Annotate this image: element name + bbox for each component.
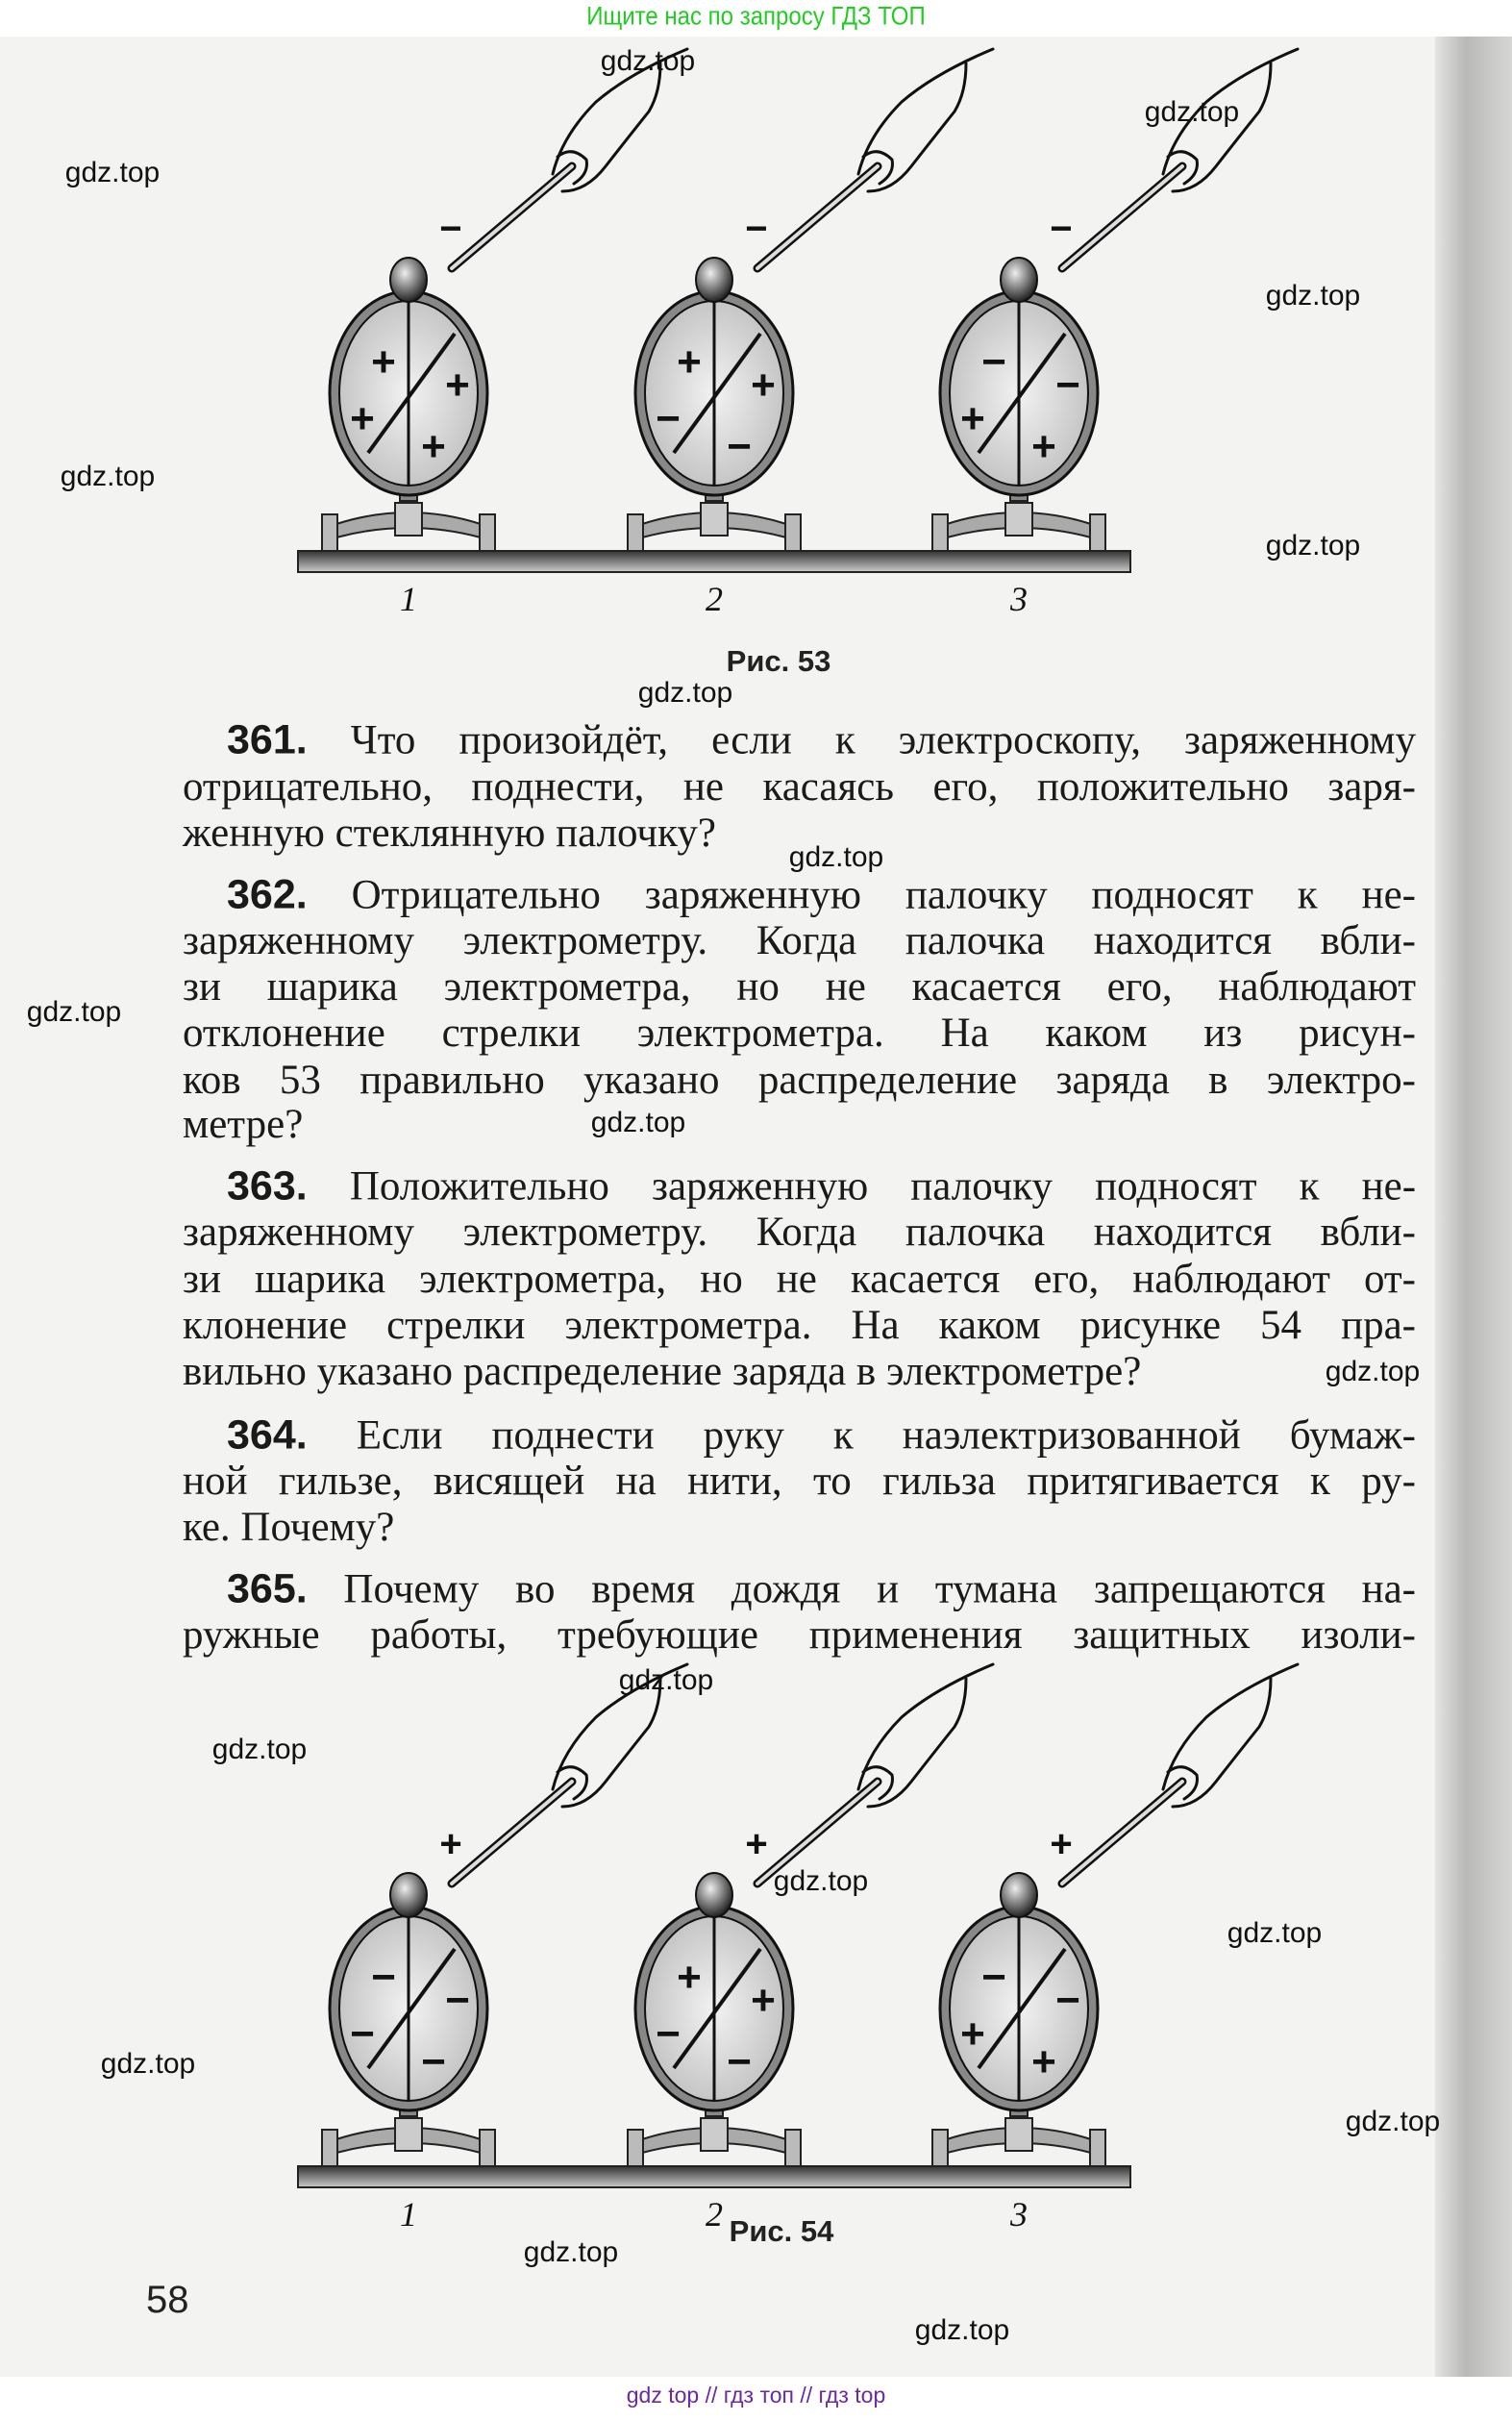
problem-363-line bbox=[183, 1303, 1416, 1349]
top-banner[interactable]: Ищите нас по запросу ГДЗ ТОП bbox=[586, 2, 926, 32]
watermark-text: gdz.top bbox=[523, 2236, 619, 2268]
problem-text: Что произойдёт, если к электроскопу, заряженному bbox=[350, 717, 1417, 763]
charged-stick-highlight bbox=[1062, 1782, 1182, 1884]
problem-text: ке. Почему? bbox=[183, 1505, 395, 1550]
charge-sign: − bbox=[656, 395, 681, 442]
charge-sign: − bbox=[1055, 362, 1080, 409]
stick-charge-sign: + bbox=[439, 1823, 462, 1865]
watermark-text: gdz.top bbox=[60, 461, 156, 492]
page-number: 58 bbox=[146, 2279, 189, 2321]
problem-362-line bbox=[183, 918, 1416, 964]
charge-sign: + bbox=[350, 395, 375, 442]
footer-links[interactable]: gdz top // гдз топ // гдз top bbox=[626, 2383, 886, 2408]
problem-number: 362. bbox=[227, 871, 308, 918]
stick-charge-sign: − bbox=[745, 208, 768, 250]
problem-text: отклонение стрелки электрометра. На каком из рисун- bbox=[183, 1011, 1416, 1056]
problem-365-line bbox=[183, 1612, 1416, 1659]
problem-text: отрицательно, поднести, не касаясь его, положительно заря- bbox=[183, 764, 1416, 810]
electroscope-label: 3 bbox=[1010, 2195, 1028, 2234]
charge-sign: + bbox=[421, 423, 446, 470]
electroscope-foot bbox=[1090, 2130, 1105, 2166]
electroscope-ball bbox=[390, 1873, 427, 1917]
charge-sign: − bbox=[1055, 1977, 1080, 2024]
problem-362-line bbox=[183, 1058, 1416, 1104]
charge-sign: + bbox=[751, 1977, 776, 2024]
charge-sign: + bbox=[751, 362, 776, 409]
problem-363-line bbox=[183, 1210, 1416, 1256]
charged-stick-highlight bbox=[452, 1782, 572, 1884]
electroscope-foot bbox=[322, 2130, 337, 2166]
electroscope-label: 3 bbox=[1010, 580, 1028, 618]
watermark-text: gdz.top bbox=[773, 1865, 869, 1897]
problem-text: вильно указано распределение заряда в электрометре? bbox=[183, 1349, 1142, 1394]
problem-text: женную стеклянную палочку? bbox=[183, 811, 716, 856]
electroscope-label: 1 bbox=[400, 2195, 417, 2234]
watermark-text: gdz.top bbox=[211, 1734, 308, 1765]
electroscope-foot bbox=[628, 2130, 643, 2166]
charge-sign: + bbox=[677, 1954, 702, 2001]
charge-sign: − bbox=[727, 2038, 752, 2085]
charge-sign: − bbox=[371, 1954, 396, 2001]
problem-number: 361. bbox=[227, 716, 308, 763]
stick-charge-sign: + bbox=[1050, 1823, 1073, 1865]
charge-sign: − bbox=[421, 2038, 446, 2085]
watermark-text: gdz.top bbox=[1265, 530, 1361, 562]
watermark-text: gdz.top bbox=[788, 841, 884, 873]
problem-361-line bbox=[183, 764, 1416, 811]
problem-364-line bbox=[183, 1459, 1416, 1505]
charge-sign: + bbox=[371, 338, 396, 386]
problem-text: клонение стрелки электрометра. На каком рисунке 54 пра- bbox=[183, 1303, 1416, 1348]
charge-sign: + bbox=[1031, 2038, 1056, 2085]
stick-charge-sign: − bbox=[439, 208, 462, 250]
electroscope-ball bbox=[696, 1873, 732, 1917]
figure-54-caption: Рис. 54 bbox=[729, 2214, 834, 2248]
charge-sign: − bbox=[981, 338, 1006, 386]
problem-363-line bbox=[227, 1163, 1416, 1210]
problem-text: Если поднести руку к наэлектризованной бумаж- bbox=[356, 1412, 1416, 1459]
figure-53-caption: Рис. 53 bbox=[726, 644, 831, 678]
table-base bbox=[298, 2166, 1130, 2187]
problem-362-line bbox=[227, 872, 1416, 919]
problem-363-line bbox=[183, 1349, 1416, 1395]
watermark-text: gdz.top bbox=[600, 45, 696, 77]
charge-sign: + bbox=[1031, 423, 1056, 470]
problem-362-line bbox=[183, 964, 1416, 1011]
watermark-text: gdz.top bbox=[1325, 1356, 1421, 1387]
watermark-text: gdz.top bbox=[26, 996, 122, 1028]
watermark-text: gdz.top bbox=[914, 2314, 1010, 2346]
watermark-text: gdz.top bbox=[618, 1664, 714, 1696]
problem-text: зи шарика электрометра, но не касается его, наблюдают от- bbox=[183, 1257, 1416, 1302]
problem-text: заряженному электрометру. Когда палочка находится вбли- bbox=[183, 1210, 1416, 1255]
problem-text: ков 53 правильно указано распределение заряда в электро- bbox=[183, 1058, 1416, 1103]
problem-number: 365. bbox=[227, 1565, 308, 1612]
stick-charge-sign: + bbox=[745, 1823, 768, 1865]
problem-text: Почему во время дождя и тумана запрещаются на- bbox=[343, 1566, 1417, 1612]
problem-364-line bbox=[227, 1412, 1416, 1460]
electroscope-hub bbox=[395, 2118, 422, 2151]
problem-text: ной гильзе, висящей на нити, то гильза притягивается к ру- bbox=[183, 1459, 1416, 1504]
problem-number: 363. bbox=[227, 1162, 308, 1210]
problem-364-line bbox=[183, 1505, 1416, 1551]
watermark-text: gdz.top bbox=[637, 677, 733, 709]
watermark-text: gdz.top bbox=[1227, 1917, 1323, 1949]
electroscope-label: 1 bbox=[400, 580, 417, 618]
problem-text: метре? bbox=[183, 1102, 304, 1147]
watermark-text: gdz.top bbox=[1144, 96, 1240, 128]
charge-sign: + bbox=[960, 2010, 985, 2058]
problem-363-line bbox=[183, 1257, 1416, 1303]
watermark-text: gdz.top bbox=[590, 1107, 686, 1138]
charge-sign: + bbox=[960, 395, 985, 442]
problem-text: Положительно заряженную палочку подносят к не- bbox=[349, 1163, 1417, 1210]
electroscope-hub bbox=[701, 2118, 728, 2151]
problem-text: Отрицательно заряженную палочку подносят к не- bbox=[351, 872, 1416, 918]
problem-text: ружные работы, требующие применения защитных изоли- bbox=[183, 1612, 1416, 1658]
charge-sign: − bbox=[445, 1977, 470, 2024]
problem-text: зи шарика электрометра, но не касается его, наблюдают bbox=[183, 964, 1416, 1010]
problem-365-line bbox=[227, 1566, 1416, 1613]
watermark-text: gdz.top bbox=[1345, 2106, 1441, 2137]
problem-number: 364. bbox=[227, 1411, 308, 1459]
electroscope-label: 2 bbox=[706, 580, 723, 618]
watermark-text: gdz.top bbox=[1265, 280, 1361, 312]
watermark-text: gdz.top bbox=[100, 2048, 196, 2080]
charge-sign: − bbox=[350, 2010, 375, 2058]
problem-text: заряженному электрометру. Когда палочка находится вбли- bbox=[183, 918, 1416, 963]
electroscope-label: 2 bbox=[706, 2195, 723, 2234]
stick-charge-sign: − bbox=[1050, 208, 1073, 250]
charge-sign: − bbox=[981, 1954, 1006, 2001]
electroscope-ball bbox=[1001, 1873, 1037, 1917]
electroscope-foot bbox=[480, 2130, 495, 2166]
charge-sign: + bbox=[677, 338, 702, 386]
electroscope-foot bbox=[785, 2130, 801, 2166]
charge-sign: + bbox=[445, 362, 470, 409]
problem-361-line bbox=[227, 717, 1416, 764]
problem-362-line bbox=[183, 1102, 1416, 1148]
problem-362-line bbox=[183, 1011, 1416, 1057]
charge-sign: − bbox=[727, 423, 752, 470]
electroscope-hub bbox=[1005, 2118, 1032, 2151]
watermark-text: gdz.top bbox=[64, 157, 161, 188]
electroscope-foot bbox=[932, 2130, 948, 2166]
charge-sign: − bbox=[656, 2010, 681, 2058]
